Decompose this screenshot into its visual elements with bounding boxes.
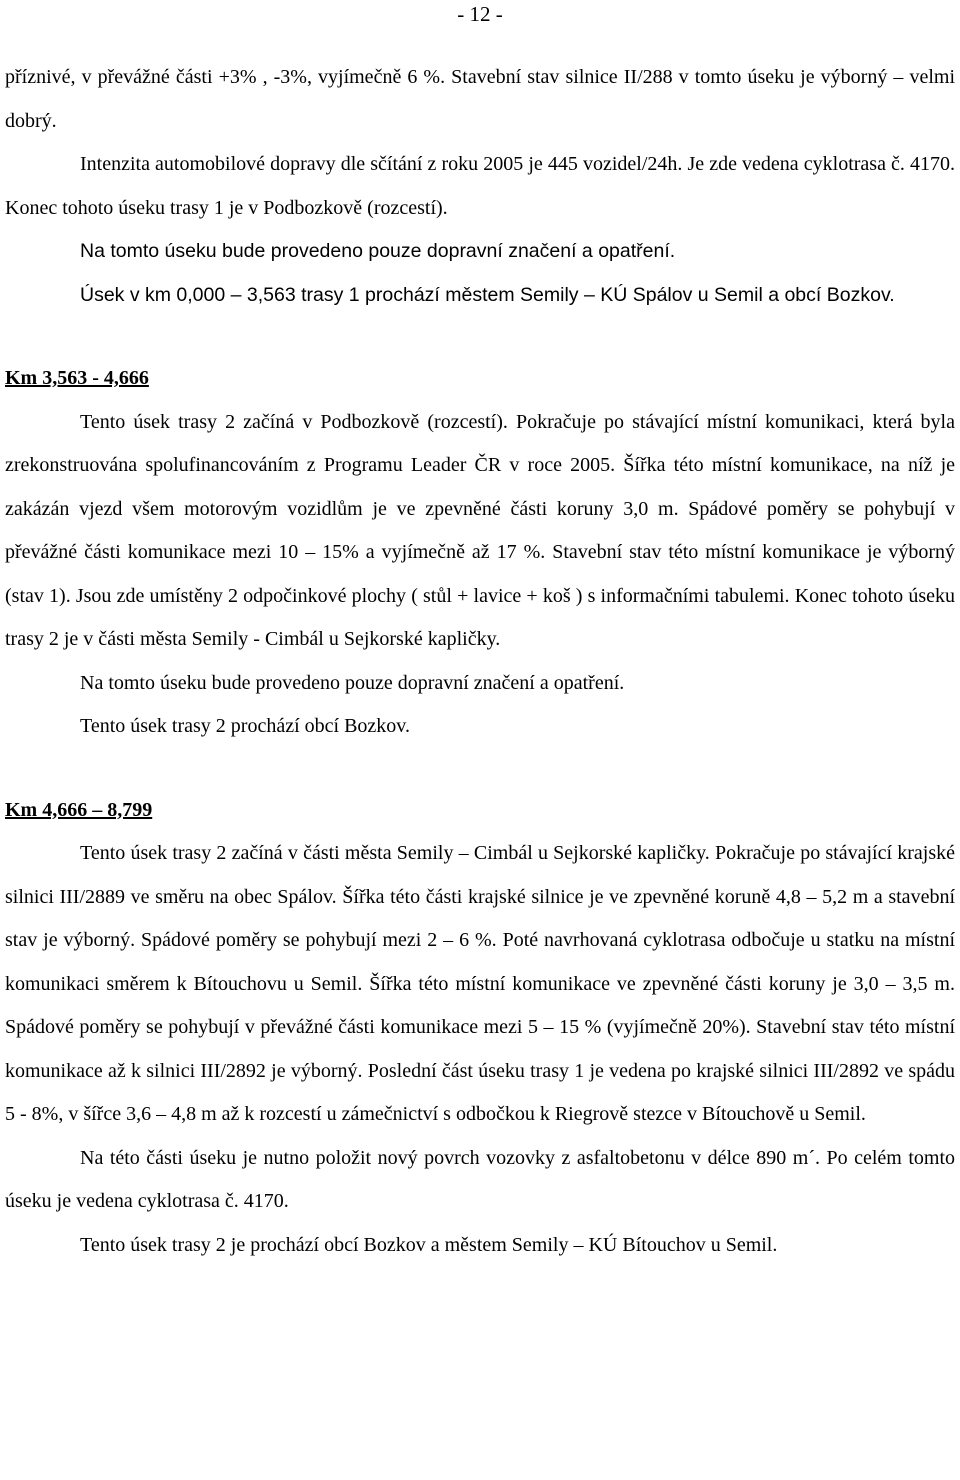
page-number: - 12 - (457, 2, 503, 26)
paragraph: Úsek v km 0,000 – 3,563 trasy 1 prochází městem Semily – KÚ Spálov u Semil a obcí Bozkov. (80, 283, 895, 306)
paragraph: Na tomto úseku bude provedeno pouze dopravní značení a opatření. (80, 671, 625, 694)
paragraph: Tento úsek trasy 2 začíná v Podbozkově (rozcestí). Pokračuje po stávající místní komunikaci, která byla zrekonstruována spolufinancováním z Programu Leader ČR v roce 2005. Šířka této místní komunikace, na níž je zakázán vjezd všem motorovým vozidlům je ve zpevněné části koruny 3,0 m. Spádové poměry se pohybují v převážné části komunikace mezi 10 – 15% a vyjímečně až 17 %. Stavební stav této místní komunikace je výborný (stav 1). Jsou zde umístěny 2 odpočinkové plochy ( stůl + lavice + koš ) s informačními tabulemi. Konec tohoto úseku trasy 2 je v části města Semily - Cimbál u Sejkorské kapličky. (5, 410, 955, 650)
paragraph: Tento úsek trasy 2 prochází obcí Bozkov. (80, 715, 410, 737)
paragraph: Tento úsek trasy 2 je prochází obcí Bozkov a městem Semily – KÚ Bítouchov u Semil. (80, 1233, 778, 1256)
paragraph: příznivé, v převážné části +3% , -3%, vyjímečně 6 %. Stavební stav silnice II/288 v tomto úseku je výborný – velmi dobrý. (5, 66, 955, 132)
paragraph: Intenzita automobilové dopravy dle sčítání z roku 2005 je 445 vozidel/24h. Je zde vedena cyklotrasa č. 4170. Konec tohoto úseku trasy 1 je v Podbozkově (rozcestí). (5, 153, 955, 219)
section-heading: Km 4,666 – 8,799 (5, 798, 153, 821)
paragraph: Na této části úseku je nutno položit nový povrch vozovky z asfaltobetonu v délce 890 m´. Po celém tomto úseku je vedena cyklotrasa č. 4170. (5, 1146, 955, 1212)
section-heading: Km 3,563 - 4,666 (5, 367, 149, 389)
paragraph: Tento úsek trasy 2 začíná v části města Semily – Cimbál u Sejkorské kapličky. Pokračuje po stávající krajské silnici III/2889 ve směru na obec Spálov. Šířka této části krajské silnice je ve zpevněné koruně 4,8 – 5,2 m a stavební stav je výborný. Spádové poměry se pohybují mezi 2 – 6 %. Poté navrhovaná cyklotrasa odbočuje u statku na místní komunikaci směrem k Bítouchovu u Semil. Šířka této místní komunikace ve zpevněné části koruny je 3,0 – 3,5 m. Spádové poměry se pohybují v převážné části komunikace mezi 5 – 15 % (vyjímečně 20%). Stavební stav této místní komunikace až k silnici III/2892 je výborný. Poslední část úseku trasy 1 je vedena po krajské silnici III/2892 ve spádu 5 - 8%, v šířce 3,6 – 4,8 m až k rozcestí u zámečnictví s odbočkou k Riegrově stezce v Bítouchově u Semil. (5, 842, 955, 1125)
paragraph: Na tomto úseku bude provedeno pouze dopravní značení a opatření. (80, 240, 676, 262)
document-body (5, 56, 955, 1267)
